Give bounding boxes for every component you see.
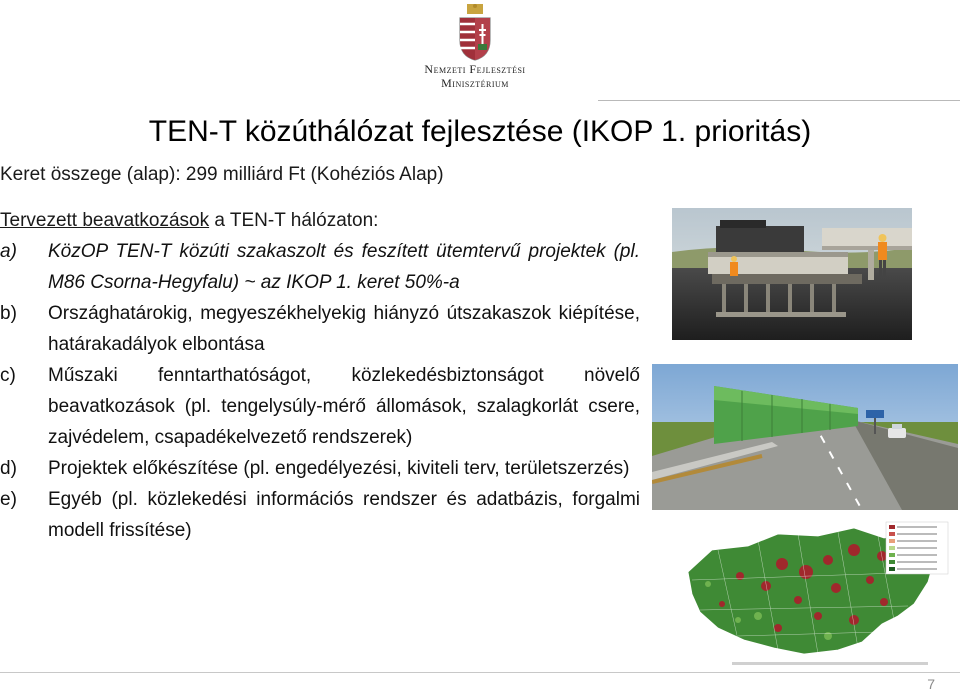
list-item: [0, 360, 642, 453]
list-item: [0, 298, 642, 360]
list-item-label: b): [0, 303, 17, 324]
list-item: [0, 236, 642, 298]
slide-title: TEN-T közúthálózat fejlesztése (IKOP 1. prioritás): [148, 115, 812, 148]
list-item: [0, 484, 642, 546]
hungary-map-image: [678, 520, 950, 670]
header-divider: [598, 100, 960, 101]
budget-line: Keret összege (alap): 299 milliárd Ft (Kohéziós Alap): [0, 164, 444, 185]
planned-interventions-heading: [0, 206, 378, 236]
noise-barrier-photo: [652, 364, 958, 510]
list-item-text: Egyéb (pl. közlekedési információs rendszer és adatbázis, forgalmi modell frissítése): [48, 489, 640, 541]
intervention-list: [0, 236, 642, 546]
list-item-text: KözOP TEN-T közúti szakaszolt és feszített ütemtervű projektek (pl. M86 Csorna-Hegyfalu) ~ az IKOP 1. keret 50%-a: [48, 241, 640, 293]
list-item-text: Országhatárokig, megyeszékhelyekig hiányzó útszakaszok kiépítése, határakadályok elbontása: [48, 303, 640, 355]
footer-divider: [0, 672, 960, 673]
list-item-label: c): [0, 365, 16, 386]
page-number: 7: [927, 676, 935, 692]
planned-interventions-label: Tervezett beavatkozások: [0, 210, 210, 231]
ministry-logo: [400, 4, 550, 96]
list-item: [0, 453, 642, 484]
map-legend: [886, 522, 948, 574]
road-paving-photo: [672, 208, 912, 340]
list-item-label: a): [0, 241, 17, 262]
planned-interventions-rest: a TEN-T hálózaton:: [209, 210, 379, 231]
list-item-label: d): [0, 458, 17, 479]
ministry-name-line2: Minisztérium: [441, 76, 509, 90]
list-item-text: Műszaki fenntarthatóságot, közlekedésbiztonságot növelő beavatkozások (pl. tengelysúly-mérő állomások, szalagkorlát csere, zajvédelem, csapadékelvezető rendszerek): [48, 365, 640, 448]
list-item-text: Projektek előkészítése (pl. engedélyezési, kiviteli terv, területszerzés): [48, 458, 630, 479]
ministry-name-line1: Nemzeti Fejlesztési: [424, 62, 526, 76]
coat-of-arms-icon: [454, 4, 496, 62]
list-item-label: e): [0, 489, 17, 510]
